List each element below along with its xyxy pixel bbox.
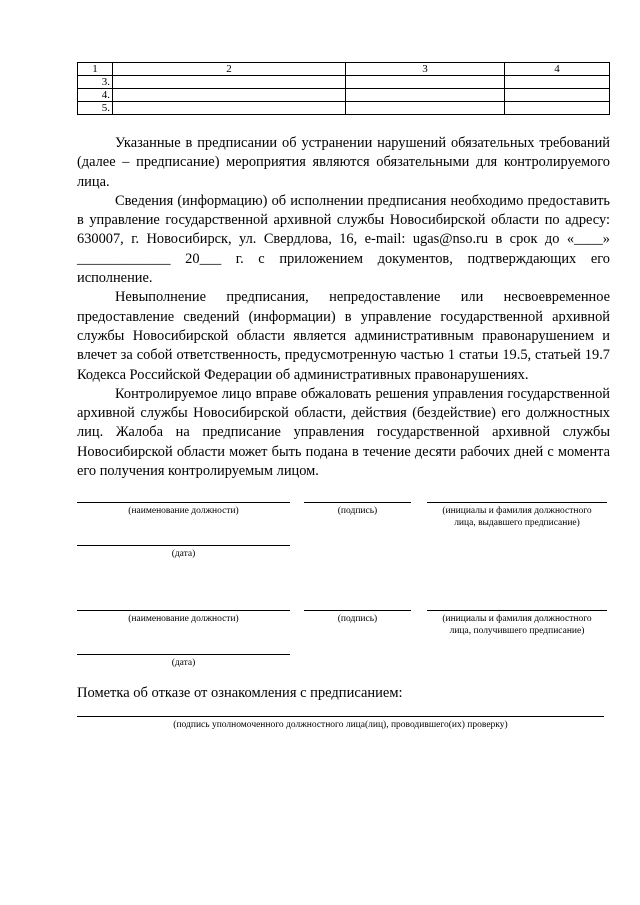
issuer-date-line bbox=[77, 545, 290, 546]
table-row bbox=[78, 89, 610, 102]
issuer-name-caption-line: (инициалы и фамилия должностного bbox=[442, 506, 592, 516]
refusal-label: Пометка об отказе от ознакомления с предписанием: bbox=[77, 685, 403, 701]
table-header-row bbox=[78, 63, 610, 76]
table-header-cell: 1 bbox=[78, 63, 113, 76]
table-header-cell: 3 bbox=[346, 63, 505, 76]
recipient-name-caption-line: (инициалы и фамилия должностного bbox=[442, 614, 592, 624]
table-row-number: 4. bbox=[78, 89, 113, 102]
recipient-position-caption: (наименование должности) bbox=[128, 614, 239, 624]
refusal-caption: (подпись уполномоченного должностного лица(лиц), проводившего(их) проверку) bbox=[173, 720, 508, 730]
paragraph-report-submission: Сведения (информацию) об исполнении предписания необходимо предоставить в управление государственной архивной службы Новосибирской области по адресу: 630007, г. Новосибирск, ул. Свердлова, 16, e-mail: ugas@nso.ru в срок до «____» _____________ 20___ г. с приложением документов, подтверждающих его исполнение. bbox=[77, 192, 610, 287]
recipient-name-caption-line: лица, получившего предписание) bbox=[449, 626, 585, 636]
recipient-date-caption: (дата) bbox=[171, 658, 196, 668]
table-cell bbox=[113, 89, 346, 102]
table-header-cell: 4 bbox=[505, 63, 610, 76]
issuer-name-caption bbox=[420, 505, 614, 529]
table-cell bbox=[113, 102, 346, 115]
issuer-signature-line bbox=[304, 502, 411, 503]
table-cell bbox=[505, 102, 610, 115]
body-text bbox=[77, 134, 610, 481]
table-row-number: 3. bbox=[78, 76, 113, 89]
recipient-date-line bbox=[77, 654, 290, 655]
table-cell bbox=[346, 76, 505, 89]
issuer-date-caption: (дата) bbox=[171, 549, 196, 559]
recipient-name-caption bbox=[420, 613, 614, 637]
table-cell bbox=[505, 89, 610, 102]
paragraph-obligatory-measures: Указанные в предписании об устранении нарушений обязательных требований (далее – предписание) мероприятия являются обязательными для контролируемого лица. bbox=[77, 135, 610, 190]
table-row bbox=[78, 102, 610, 115]
table-header-cell: 2 bbox=[113, 63, 346, 76]
table-cell bbox=[346, 102, 505, 115]
issuer-position-caption: (наименование должности) bbox=[128, 506, 239, 516]
paragraph-appeal: Контролируемое лицо вправе обжаловать решения управления государственной архивной службы Новосибирской области, действия (бездействие) его должностных лиц. Жалоба на предписание управления государственной архивной службы Новосибирской области может быть подана в течение десяти рабочих дней с момента его получения контролируемым лицом. bbox=[77, 385, 610, 480]
recipient-signature-line bbox=[304, 610, 411, 611]
recipient-signature-caption: (подпись) bbox=[337, 614, 378, 624]
issuer-name-line bbox=[427, 502, 607, 503]
table-cell bbox=[346, 89, 505, 102]
paragraph-liability: Невыполнение предписания, непредоставление или несвоевременное предоставление сведений (информации) в управление государственной архивной службы Новосибирской области является административным правонарушением и влечет за собой ответственность, предусмотренную частью 1 статьи 19.5, статьей 19.7 Кодекса Российской Федерации об административных правонарушениях. bbox=[77, 289, 610, 383]
recipient-position-line bbox=[77, 610, 290, 611]
table-cell bbox=[505, 76, 610, 89]
refusal-signature-line bbox=[77, 716, 604, 717]
issuer-name-caption-line: лица, выдавшего предписание) bbox=[454, 518, 580, 528]
measures-table bbox=[77, 62, 610, 115]
issuer-signature-caption: (подпись) bbox=[337, 506, 378, 516]
issuer-position-line bbox=[77, 502, 290, 503]
recipient-name-line bbox=[427, 610, 607, 611]
table-row-number: 5. bbox=[78, 102, 113, 115]
table-row bbox=[78, 76, 610, 89]
table-cell bbox=[113, 76, 346, 89]
